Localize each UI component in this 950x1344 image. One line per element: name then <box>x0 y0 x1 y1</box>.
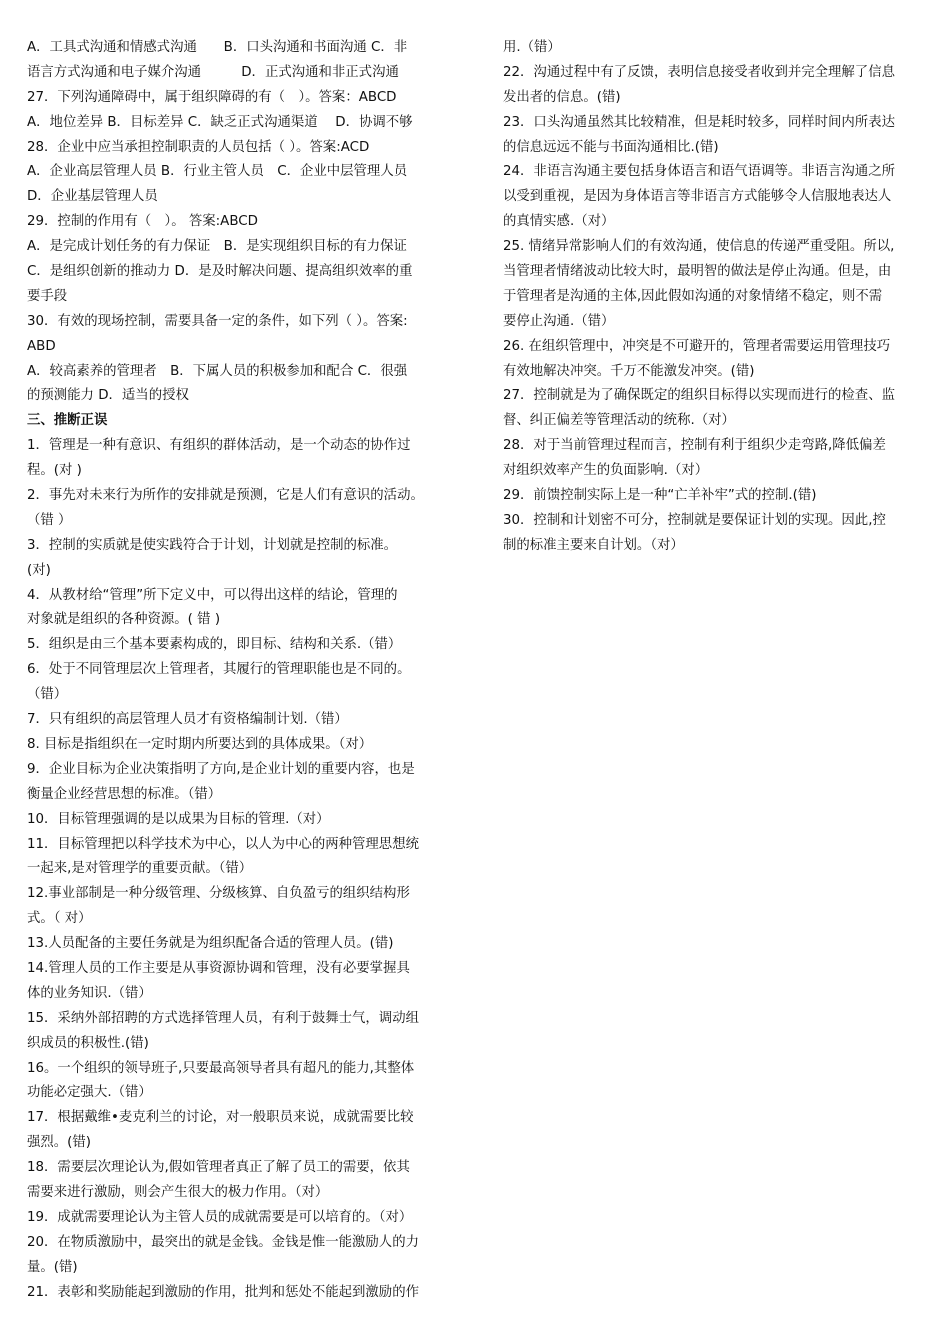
left-column-line: 需要来进行激励，则会产生很大的极力作用。（对） <box>27 1184 329 1200</box>
left-column-line: A．企业高层管理人员 B．行业主管人员 C．企业中层管理人员 <box>27 164 408 180</box>
left-column-line: 量。(错) <box>27 1259 78 1275</box>
left-column-line: 程。(对 ) <box>27 463 82 479</box>
left-column-line: 1．管理是一种有意识、有组织的群体活动，是一个动态的协作过 <box>27 438 411 454</box>
right-column-line: 要停止沟通.（错） <box>503 313 615 329</box>
left-column-line: 18．需要层次理论认为,假如管理者真正了解了员工的需要，依其 <box>27 1160 410 1176</box>
left-column-line: 21．表彰和奖励能起到激励的作用，批判和惩处不能起到激励的作 <box>27 1284 419 1300</box>
right-column-line: 26. 在组织管理中，冲突是不可避开的，管理者需要运用管理技巧 <box>503 338 891 354</box>
left-column-line: ABD <box>27 338 56 354</box>
right-column-line: 发出者的信息。(错) <box>503 89 621 105</box>
left-column-line: 28．企业中应当承担控制职责的人员包括（ ）。答案:ACD <box>27 139 370 155</box>
left-column-line: 的预测能力 D．适当的授权 <box>27 388 189 404</box>
right-column-line: 22．沟通过程中有了反馈，表明信息接受者收到并完全理解了信息 <box>503 64 895 80</box>
left-column-line: 语言方式沟通和电子媒介沟通 D．正式沟通和非正式沟通 <box>27 64 399 80</box>
left-column-line: 6．处于不同管理层次上管理者，其履行的管理职能也是不同的。 <box>27 662 411 678</box>
left-column-line: 9．企业目标为企业决策指明了方向,是企业计划的重要内容，也是 <box>27 761 415 777</box>
left-column-line: 7．只有组织的高层管理人员才有资格编制计划.（错） <box>27 712 348 728</box>
left-column-line: 12.事业部制是一种分级管理、分级核算、自负盈亏的组织结构形 <box>27 886 410 902</box>
right-column-line: 的信息远远不能与书面沟通相比.(错) <box>503 139 719 155</box>
left-column-line: 4．从教材给“管理”所下定义中，可以得出这样的结论，管理的 <box>27 587 398 603</box>
left-column-line: 27．下列沟通障碍中，属于组织障碍的有（ ）。答案：ABCD <box>27 89 397 105</box>
left-column-line: 3．控制的实质就是使实践符合于计划，计划就是控制的标准。 <box>27 537 398 553</box>
right-column-line: 于管理者是沟通的主体,因此假如沟通的对象情绪不稳定，则不需 <box>503 288 883 304</box>
right-column-line: 用.（错） <box>503 40 561 55</box>
left-column-line: 5．组织是由三个基本要素构成的，即目标、结构和关系.（错） <box>27 637 402 653</box>
right-column-line: 30．控制和计划密不可分，控制就是要保证计划的实现。因此,控 <box>503 512 886 528</box>
left-column-line: 强烈。(错) <box>27 1135 92 1151</box>
left-column-line: 15．采纳外部招聘的方式选择管理人员，有利于鼓舞士气，调动组 <box>27 1010 419 1026</box>
left-column-line: 对象就是组织的各种资源。( 错 ) <box>27 612 221 628</box>
left-column <box>27 36 449 1305</box>
left-column-line: （错） <box>27 687 68 703</box>
right-column-line: 24．非语言沟通主要包括身体语言和语气语调等。非语言沟通之所 <box>503 164 895 180</box>
left-column-line: A．较高素养的管理者 B．下属人员的积极参加和配合 C．很强 <box>27 363 408 379</box>
left-column-line: 织成员的积极性.(错) <box>27 1035 149 1051</box>
right-column-line: 当管理者情绪波动比较大时，最明智的做法是停止沟通。但是，由 <box>503 264 892 280</box>
right-column-line: 27．控制就是为了确保既定的组织目标得以实现而进行的检查、监 <box>503 388 895 404</box>
left-column-line: 2．事先对未来行为所作的安排就是预测，它是人们有意识的活动。 <box>27 488 424 504</box>
left-column-line: 衡量企业经营思想的标准。（错） <box>27 786 222 802</box>
left-column-line: A．是完成计划任务的有力保证 B．是实现组织目标的有力保证 <box>27 239 407 255</box>
right-column-line: 25. 情绪异常影响人们的有效沟通，使信息的传递严重受阻。所以, <box>503 239 895 255</box>
left-column-line: 30．有效的现场控制，需要具备一定的条件，如下列（ ）。答案: <box>27 313 408 329</box>
left-column-line: 体的业务知识.（错） <box>27 985 152 1001</box>
left-column-line: 19．成就需要理论认为主管人员的成就需要是可以培育的。（对） <box>27 1209 413 1225</box>
right-column-line: 以受到重视，是因为身体语言等非语言方式能够令人信服地表达人 <box>503 189 892 205</box>
left-column-line: 20．在物质激励中，最突出的就是金钱。金钱是惟一能激励人的力 <box>27 1234 419 1250</box>
left-column-line: A．地位差异 B．目标差异 C．缺乏正式沟通渠道 D．协调不够 <box>27 114 413 130</box>
right-column-line: 有效地解决冲突。千万不能激发冲突。(错) <box>503 363 755 379</box>
left-column-line: C．是组织创新的推动力 D．是及时解决问题、提高组织效率的重 <box>27 264 413 280</box>
left-column-line: （错 ） <box>27 512 72 528</box>
left-column-line: 10．目标管理强调的是以成果为目标的管理.（对） <box>27 811 330 827</box>
left-column-line: 11．目标管理把以科学技术为中心，以人为中心的两种管理思想统 <box>27 836 419 852</box>
right-column-line: 23．口头沟通虽然其比较精准，但是耗时较多，同样时间内所表达 <box>503 114 895 130</box>
left-column-line: A．工具式沟通和情感式沟通 B．口头沟通和书面沟通 C．非 <box>27 40 408 55</box>
left-column-line: 29．控制的作用有（ ）。 答案:ABCD <box>27 214 258 230</box>
left-column-line: 式。（ 对） <box>27 911 92 927</box>
left-column-line: D．企业基层管理人员 <box>27 189 158 205</box>
right-column-line: 28．对于当前管理过程而言，控制有利于组织少走弯路,降低偏差 <box>503 438 886 454</box>
left-column-line: 14.管理人员的工作主要是从事资源协调和管理，没有必要掌握具 <box>27 960 410 976</box>
left-column-line: 要手段 <box>27 288 68 304</box>
right-column-line: 督、纠正偏差等管理活动的统称.（对） <box>503 413 735 429</box>
right-column-line: 29．前馈控制实际上是一种“亡羊补牢”式的控制.(错) <box>503 488 817 504</box>
left-column-line: 三、推断正误 <box>27 413 108 429</box>
left-column-line: (对) <box>27 562 51 578</box>
left-column-line: 13.人员配备的主要任务就是为组织配备合适的管理人员。(错) <box>27 936 394 952</box>
left-column-line: 功能必定强大.（错） <box>27 1085 152 1101</box>
right-column-line: 的真情实感.（对） <box>503 214 615 230</box>
right-column-line: 制的标准主要来自计划。（对） <box>503 537 684 553</box>
right-column-line: 对组织效率产生的负面影响.（对） <box>503 463 709 479</box>
left-column-line: 16。一个组织的领导班子,只要最高领导者具有超凡的能力,其整体 <box>27 1060 415 1076</box>
left-column-line: 17．根据戴维•麦克利兰的讨论，对一般职员来说，成就需要比较 <box>27 1110 414 1126</box>
left-column-line: 8. 目标是指组织在一定时期内所要达到的具体成果。（对） <box>27 736 373 752</box>
right-column <box>503 36 925 559</box>
left-column-line: 一起来,是对管理学的重要贡献。（错） <box>27 861 253 877</box>
